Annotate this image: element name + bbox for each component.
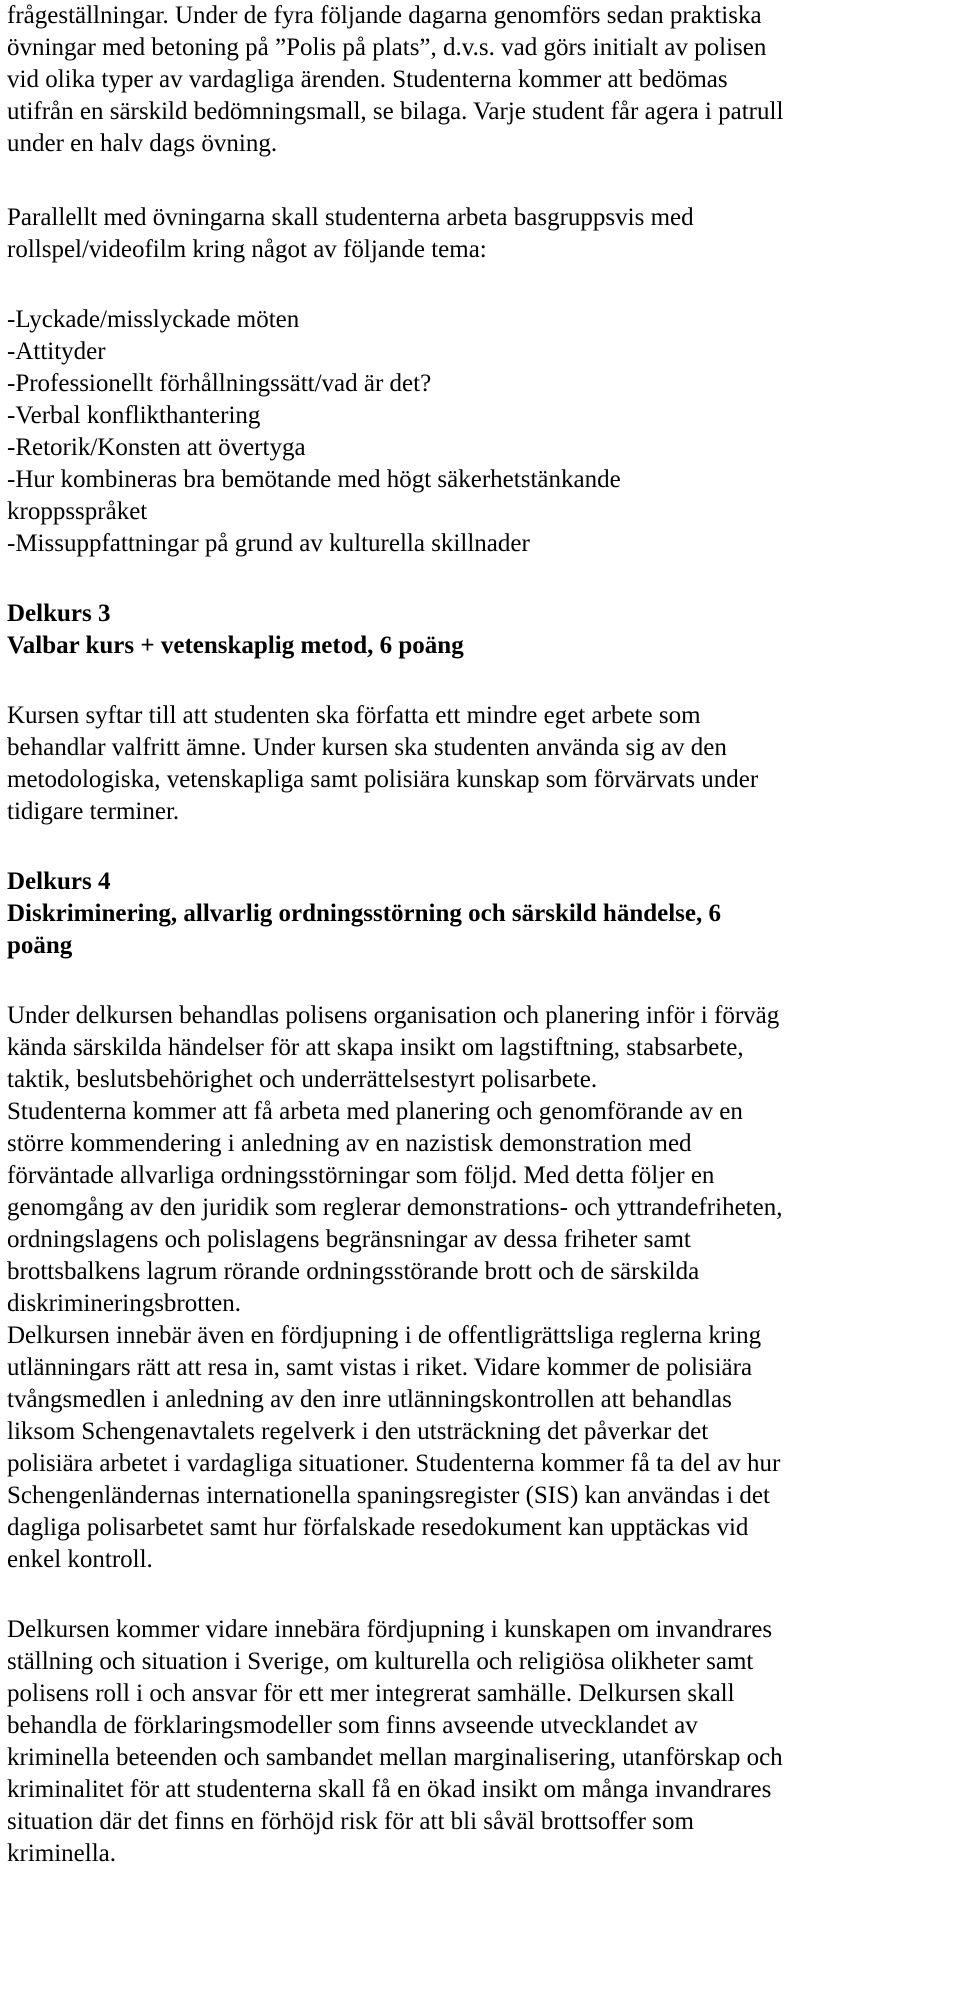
list-item: -Attityder xyxy=(7,338,106,365)
list-item: -Retorik/Konsten att övertyga xyxy=(7,434,306,461)
text-line: polisiära arbetet i vardagliga situationer. Studenterna kommer få ta del av hur xyxy=(7,1450,781,1477)
theme-list xyxy=(7,304,954,560)
intro-paragraph xyxy=(7,0,954,160)
text-line: brottsbalkens lagrum rörande ordningsstörande brott och de särskilda xyxy=(7,1258,700,1285)
text-line: rollspel/videofilm kring något av följande tema: xyxy=(7,236,487,263)
text-line: förväntade allvarliga ordningsstörningar som följd. Med detta följer en xyxy=(7,1162,715,1189)
text-line: utifrån en särskild bedömningsmall, se bilaga. Varje student får agera i patrull xyxy=(7,98,784,125)
section-heading: Delkurs 3 xyxy=(7,600,111,627)
text-line: behandla de förklaringsmodeller som finns avseende utvecklandet av xyxy=(7,1712,698,1739)
text-line: genomgång av den juridik som reglerar demonstrations- och yttrandefriheten, xyxy=(7,1194,783,1221)
text-line: diskrimineringsbrotten. xyxy=(7,1290,241,1317)
text-line: Parallellt med övningarna skall studenterna arbeta basgruppsvis med xyxy=(7,204,694,231)
list-item: -Professionellt förhållningssätt/vad är det? xyxy=(7,370,432,397)
text-line: situation där det finns en förhöjd risk för att bli såväl brottsoffer som xyxy=(7,1808,694,1835)
text-line: frågeställningar. Under de fyra följande dagarna genomförs sedan praktiska xyxy=(7,2,762,29)
text-line: Delkursen kommer vidare innebära fördjupning i kunskapen om invandrares xyxy=(7,1616,773,1643)
text-line: enkel kontroll. xyxy=(7,1546,153,1573)
section-heading: Delkurs 4 xyxy=(7,868,111,895)
text-line: taktik, beslutsbehörighet och underrättelsestyrt polisarbete. xyxy=(7,1066,598,1093)
section-title: Valbar kurs + vetenskaplig metod, 6 poäng xyxy=(7,632,464,659)
text-line: kriminalitet för att studenterna skall få en ökad insikt om många invandrares xyxy=(7,1776,772,1803)
text-line: tidigare terminer. xyxy=(7,798,180,825)
text-line: vid olika typer av vardagliga ärenden. Studenterna kommer att bedömas xyxy=(7,66,728,93)
text-line: Delkursen innebär även en fördjupning i de offentligrättsliga reglerna kring xyxy=(7,1322,762,1349)
text-line: större kommendering i anledning av en nazistisk demonstration med xyxy=(7,1130,692,1157)
text-line: Studenterna kommer att få arbeta med planering och genomförande av en xyxy=(7,1098,743,1125)
text-line: under en halv dags övning. xyxy=(7,130,278,157)
parallel-paragraph xyxy=(7,202,954,266)
list-item: -Verbal konflikthantering xyxy=(7,402,261,429)
text-line: ställning och situation i Sverige, om kulturella och religiösa olikheter samt xyxy=(7,1648,754,1675)
list-item: -Missuppfattningar på grund av kulturella skillnader xyxy=(7,530,530,557)
text-line: kriminella beteenden och sambandet mellan marginalisering, utanförskap och xyxy=(7,1744,783,1771)
text-line: utlänningars rätt att resa in, samt vistas i riket. Vidare kommer de polisiära xyxy=(7,1354,753,1381)
list-item: -Lyckade/misslyckade möten xyxy=(7,306,300,333)
text-line: dagliga polisarbetet samt hur förfalskade resedokument kan upptäckas vid xyxy=(7,1514,749,1541)
text-line: kända särskilda händelser för att skapa insikt om lagstiftning, stabsarbete, xyxy=(7,1034,744,1061)
text-line: behandlar valfritt ämne. Under kursen ska studenten använda sig av den xyxy=(7,734,727,761)
text-line: ordningslagens och polislagens begränsningar av dessa friheter samt xyxy=(7,1226,691,1253)
text-line: tvångsmedlen i anledning av den inre utlänningskontrollen att behandlas xyxy=(7,1386,732,1413)
list-item: -Hur kombineras bra bemötande med högt säkerhetstänkande xyxy=(7,466,621,493)
text-line: Under delkursen behandlas polisens organisation och planering inför i förväg xyxy=(7,1002,780,1029)
list-item: kroppsspråket xyxy=(7,498,148,525)
text-line: övningar med betoning på ”Polis på plats”, d.v.s. vad görs initialt av polisen xyxy=(7,34,767,61)
text-line: metodologiska, vetenskapliga samt polisiära kunskap som förvärvats under xyxy=(7,766,759,793)
section-title: poäng xyxy=(7,932,73,959)
text-line: polisens roll i och ansvar för ett mer integrerat samhälle. Delkursen skall xyxy=(7,1680,735,1707)
text-line: liksom Schengenavtalets regelverk i den utsträckning det påverkar det xyxy=(7,1418,709,1445)
text-line: Kursen syftar till att studenten ska författa ett mindre eget arbete som xyxy=(7,702,701,729)
text-line: Schengenländernas internationella spaningsregister (SIS) kan användas i det xyxy=(7,1482,770,1509)
text-line: kriminella. xyxy=(7,1840,116,1867)
delkurs-3-section xyxy=(7,598,954,828)
section-title: Diskriminering, allvarlig ordningsstörning och särskild händelse, 6 xyxy=(7,900,721,927)
delkurs-4-section xyxy=(7,866,954,1870)
